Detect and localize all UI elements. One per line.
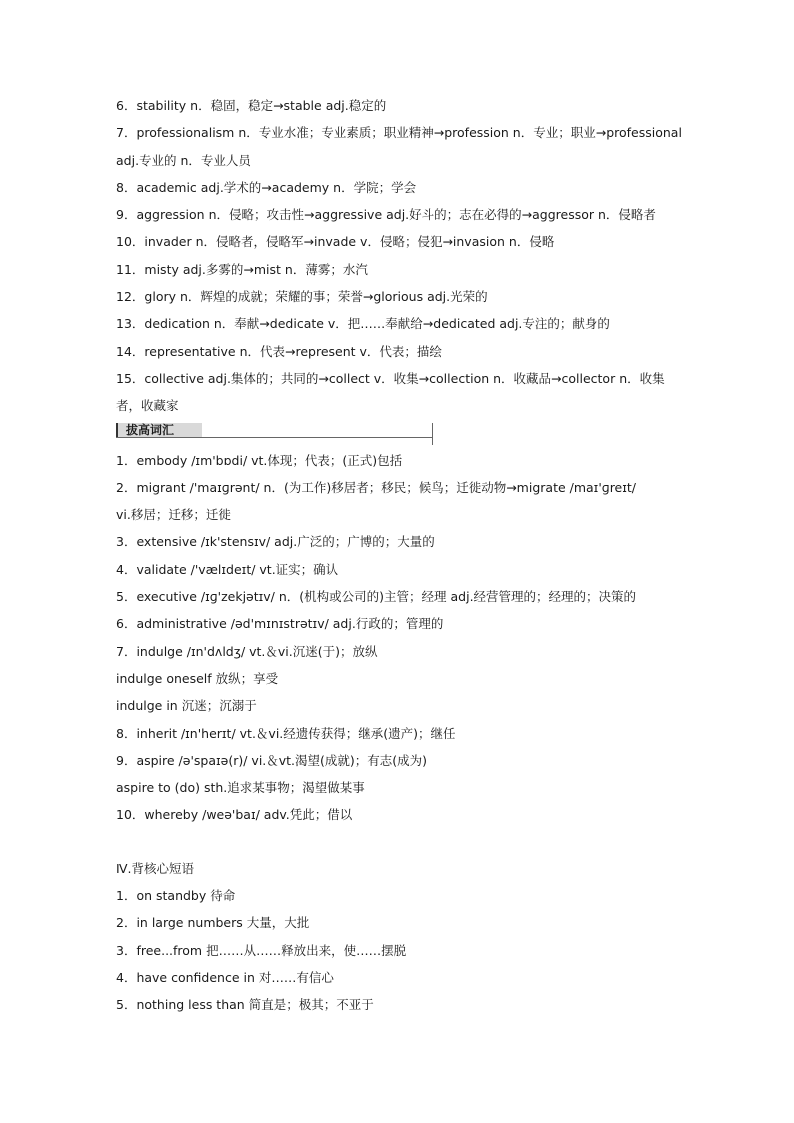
text-line: 6．stability n．稳固，稳定→stable adj.稳定的: [116, 98, 387, 113]
text-line: 1．embody /ɪm'bɒdi/ vt.体现；代表；(正式)包括: [116, 452, 403, 468]
text-line: adj.专业的 n．专业人员: [116, 152, 251, 168]
text-line: aspire to (do) sth.追求某事物；渴望做某事: [116, 780, 365, 796]
text-line: 6．administrative /əd'mɪnɪstrətɪv/ adj.行政的；管理的: [116, 616, 444, 632]
text-line: 11．misty adj.多雾的→mist n．薄雾；水汽: [116, 261, 368, 277]
text-line: 5．executive /ɪɡ'zekjətɪv/ n．(机构或公司的)主管；经理 adj.经营管理的；经理的；决策的: [116, 589, 637, 605]
phrase-list: [116, 882, 681, 1018]
text-line: 7．indulge /ɪn'dʌldʒ/ vt.＆vi.沉迷(于)；放纵: [116, 643, 378, 659]
spacer: [116, 829, 681, 855]
text-line: 3．free...from 把……从……释放出来，使……摆脱: [116, 942, 407, 958]
text-line: 5．nothing less than 简直是；极其；不亚于: [116, 997, 374, 1013]
document-content: [116, 92, 681, 1019]
text-line: 2．migrant /'maɪɡrənt/ n．(为工作)移居者；移民；候鸟；迁徙动物→migrate /maɪ'ɡreɪt/: [116, 479, 637, 495]
text-line: 2．in large numbers 大量，大批: [116, 915, 310, 931]
vocabulary-list-advanced: [116, 447, 681, 829]
section-tab-label: 拔高词汇: [116, 423, 202, 437]
text-line: 3．extensive /ɪk'stensɪv/ adj.广泛的；广博的；大量的: [116, 534, 435, 550]
section-title-core-phrases: Ⅳ.背核心短语: [116, 860, 195, 876]
text-line: 13．dedication n．奉献→dedicate v．把……奉献给→dedicated adj.专注的；献身的: [116, 316, 610, 332]
text-line: 10．invader n．侵略者，侵略军→invade v．侵略；侵犯→invasion n．侵略: [116, 234, 555, 250]
text-line: 4．have confidence in 对……有信心: [116, 969, 334, 985]
text-line: 4．validate /'vælɪdeɪt/ vt.证实；确认: [116, 561, 339, 577]
text-line: 7．professionalism n．专业水准；专业素质；职业精神→profession n．专业；职业→professional: [116, 125, 682, 141]
text-line: 9．aggression n．侵略；攻击性→aggressive adj.好斗的；志在必得的→aggressor n．侵略者: [116, 207, 656, 223]
text-line: 10．whereby /weə'baɪ/ adv.凭此；借以: [116, 807, 353, 823]
text-line: 者，收藏家: [116, 398, 179, 414]
text-line: 9．aspire /ə'spaɪə(r)/ vi.＆vt.渴望(成就)；有志(成为): [116, 752, 428, 768]
text-line: 8．inherit /ɪn'herɪt/ vt.＆vi.经遗传获得；继承(遗产)；继任: [116, 725, 456, 741]
text-line: vi.移居；迁移；迁徙: [116, 507, 231, 523]
text-line: indulge oneself 放纵；享受: [116, 670, 279, 686]
text-line: indulge in 沉迷；沉溺于: [116, 698, 257, 714]
text-line: 1．on standby 待命: [116, 888, 236, 904]
text-line: 15．collective adj.集体的；共同的→collect v．收集→collection n．收藏品→collector n．收集: [116, 370, 665, 386]
vocabulary-list-derived: [116, 92, 681, 420]
text-line: 8．academic adj.学术的→academy n．学院；学会: [116, 179, 417, 195]
section-divider-end: [432, 423, 433, 445]
section-divider: [116, 437, 432, 438]
section-header-advanced-vocabulary: [116, 420, 681, 447]
text-line: 12．glory n．辉煌的成就；荣耀的事；荣誉→glorious adj.光荣的: [116, 289, 488, 305]
text-line: 14．representative n．代表→represent v．代表；描绘: [116, 343, 442, 359]
